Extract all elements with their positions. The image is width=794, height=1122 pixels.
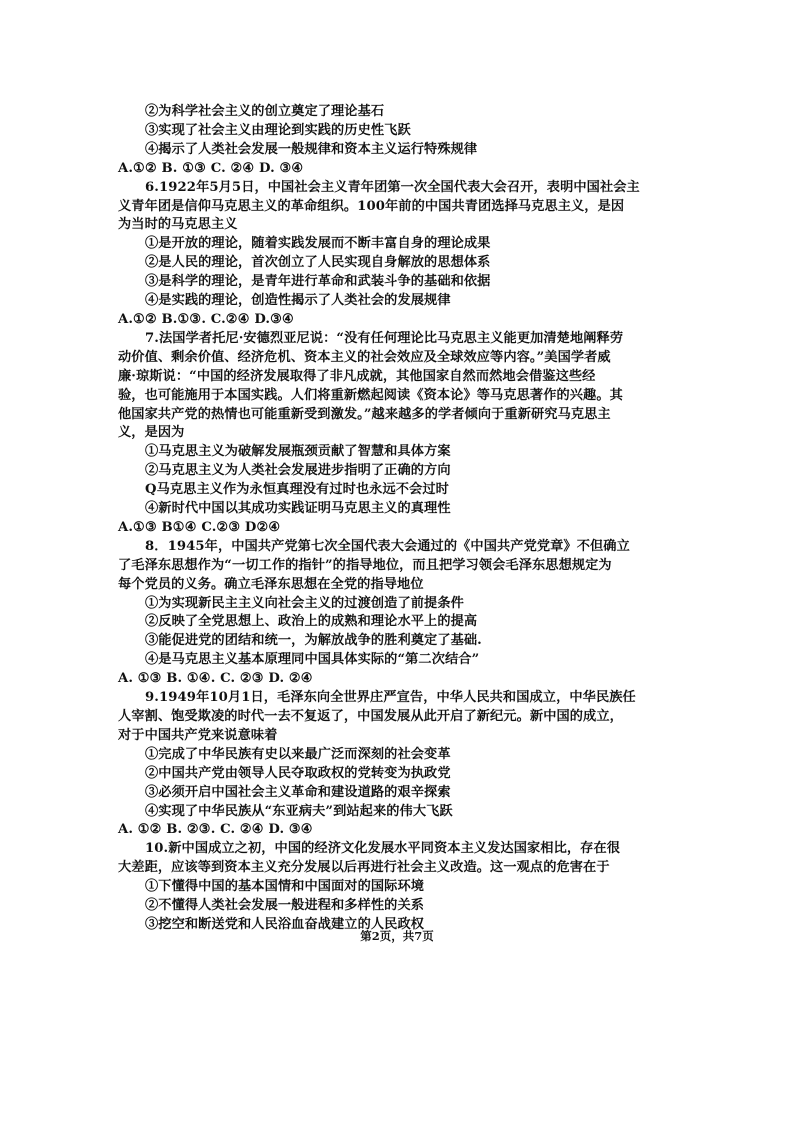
text-line: 他国家共产党的热情也可能重新受到激发。”越来越多的学者倾向于重新研究马克思主	[118, 406, 611, 422]
text-line: ②马克思主义为人类社会发展进步指明了正确的方向	[145, 463, 451, 479]
text-line: ①马克思主义为破解发展瓶颈贡献了智慧和具体方案	[145, 444, 451, 460]
text-line: ④实现了中华民族从“东亚病夫”到站起来的伟大飞跃	[145, 803, 453, 819]
text-line: 对于中国共产党来说意味着	[118, 727, 278, 743]
answer-options: A.①② B.①③. C.②④ D.③④	[118, 311, 294, 327]
text-line: ②是人民的理论，首次创立了人民实现自身解放的思想体系	[145, 255, 491, 271]
text-line: 10.新中国成立之初，中国的经济文化发展水平同资本主义发达国家相比，存在很	[145, 841, 621, 857]
text-line: 为当时的马克思主义	[118, 217, 238, 233]
text-line: ③是科学的理论，是青年进行革命和武装斗争的基础和依据	[145, 274, 491, 290]
text-line: 9.1949年10月1日，毛泽东向全世界庄严宣告，中华人民共和国成立，中华民族任	[145, 690, 636, 706]
text-line: ④是实践的理论，创造性揭示了人类社会的发展规律	[145, 293, 451, 309]
text-line: ①是开放的理论，随着实践发展而不断丰富自身的理论成果	[145, 236, 491, 252]
text-line: 了毛泽东思想作为“一切工作的指针”的指导地位，而且把学习领会毛泽东思想规定为	[118, 557, 612, 573]
answer-options: A.①② B. ①③ C. ②④ D. ③④	[118, 160, 304, 176]
text-line: 6.1922年5月5日，中国社会主义青年团第一次全国代表大会召开，表明中国社会主	[145, 179, 640, 195]
text-line: ④是马克思主义基本原理同中国具体实际的“第二次结合”	[145, 652, 480, 668]
text-line: ②中国共产党由领导人民夺取政权的党转变为执政党	[145, 765, 451, 781]
text-line: ①下懂得中国的基本国情和中国面对的国际环境	[145, 879, 425, 895]
text-line: 7.法国学者托尼·安德烈亚尼说：“没有任何理论比马克思主义能更加清楚地阐释劳	[145, 330, 624, 346]
text-line: ④新时代中国以其成功实践证明马克思主义的真理性	[145, 501, 451, 517]
text-line: 大差距，应该等到资本主义充分发展以后再进行社会主义改造。这一观点的危害在于	[118, 860, 610, 876]
text-line: 义，是因为	[118, 425, 185, 441]
text-line: ③挖空和断送党和人民浴血奋战建立的人民政权	[145, 916, 425, 932]
text-line: ①完成了中华民族有史以来最广泛而深刻的社会变革	[145, 746, 451, 762]
text-line: 义青年团是信仰马克思主义的革命组织。100年前的中国共青团选择马克思主义，是因	[118, 198, 625, 214]
page-footer: 第2页，共7页	[360, 929, 434, 943]
answer-options: A. ①② B. ②③. C. ②④ D. ③④	[118, 822, 313, 838]
text-line: 8．1945年，中国共产党第七次全国代表大会通过的《中国共产党党章》不但确立	[145, 538, 630, 554]
text-line: 人宰割、饱受欺凌的时代一去不复返了，中国发展从此开启了新纪元。新中国的成立，	[118, 709, 623, 724]
text-line: ③实现了社会主义由理论到实践的历史性飞跃	[145, 122, 411, 138]
text-line: ③能促进党的团结和统一，为解放战争的胜利奠定了基础.	[145, 633, 482, 649]
text-line: ②不懂得人类社会发展一般进程和多样性的关系	[145, 898, 425, 914]
text-line: ③必须开启中国社会主义革命和建设道路的艰辛探索	[145, 784, 451, 800]
text-line: 动价值、剩余价值、经济危机、资本主义的社会效应及全球效应等内容。”美国学者威	[118, 349, 611, 365]
text-line: ④揭示了人类社会发展一般规律和资本主义运行特殊规律	[145, 141, 478, 157]
text-line: 每个党员的义务。确立毛泽东思想在全党的指导地位	[118, 576, 424, 592]
text-line: ①为实现新民主主义向社会主义的过渡创造了前提条件	[145, 595, 464, 611]
answer-options: A.①③ B①④ C.②③ D②④	[118, 519, 281, 535]
question-content	[118, 103, 678, 935]
answer-options: A. ①③ B. ①④. C. ②③ D. ②④	[118, 671, 313, 687]
text-line: ②反映了全党思想上、政治上的成熟和理论水平上的提高	[145, 614, 478, 630]
text-line: 验，也可能施用于本国实践。人们将重新燃起阅读《资本论》等马克思著作的兴趣。其	[118, 387, 623, 403]
text-line: 廉·琼斯说：“中国的经济发展取得了非凡成就，其他国家自然而然地会借鉴这些经	[118, 368, 596, 384]
text-line: Q马克思主义作为永恒真理没有过时也永远不会过时	[145, 482, 449, 498]
text-line: ②为科学社会主义的创立奠定了理论基石	[145, 104, 385, 119]
